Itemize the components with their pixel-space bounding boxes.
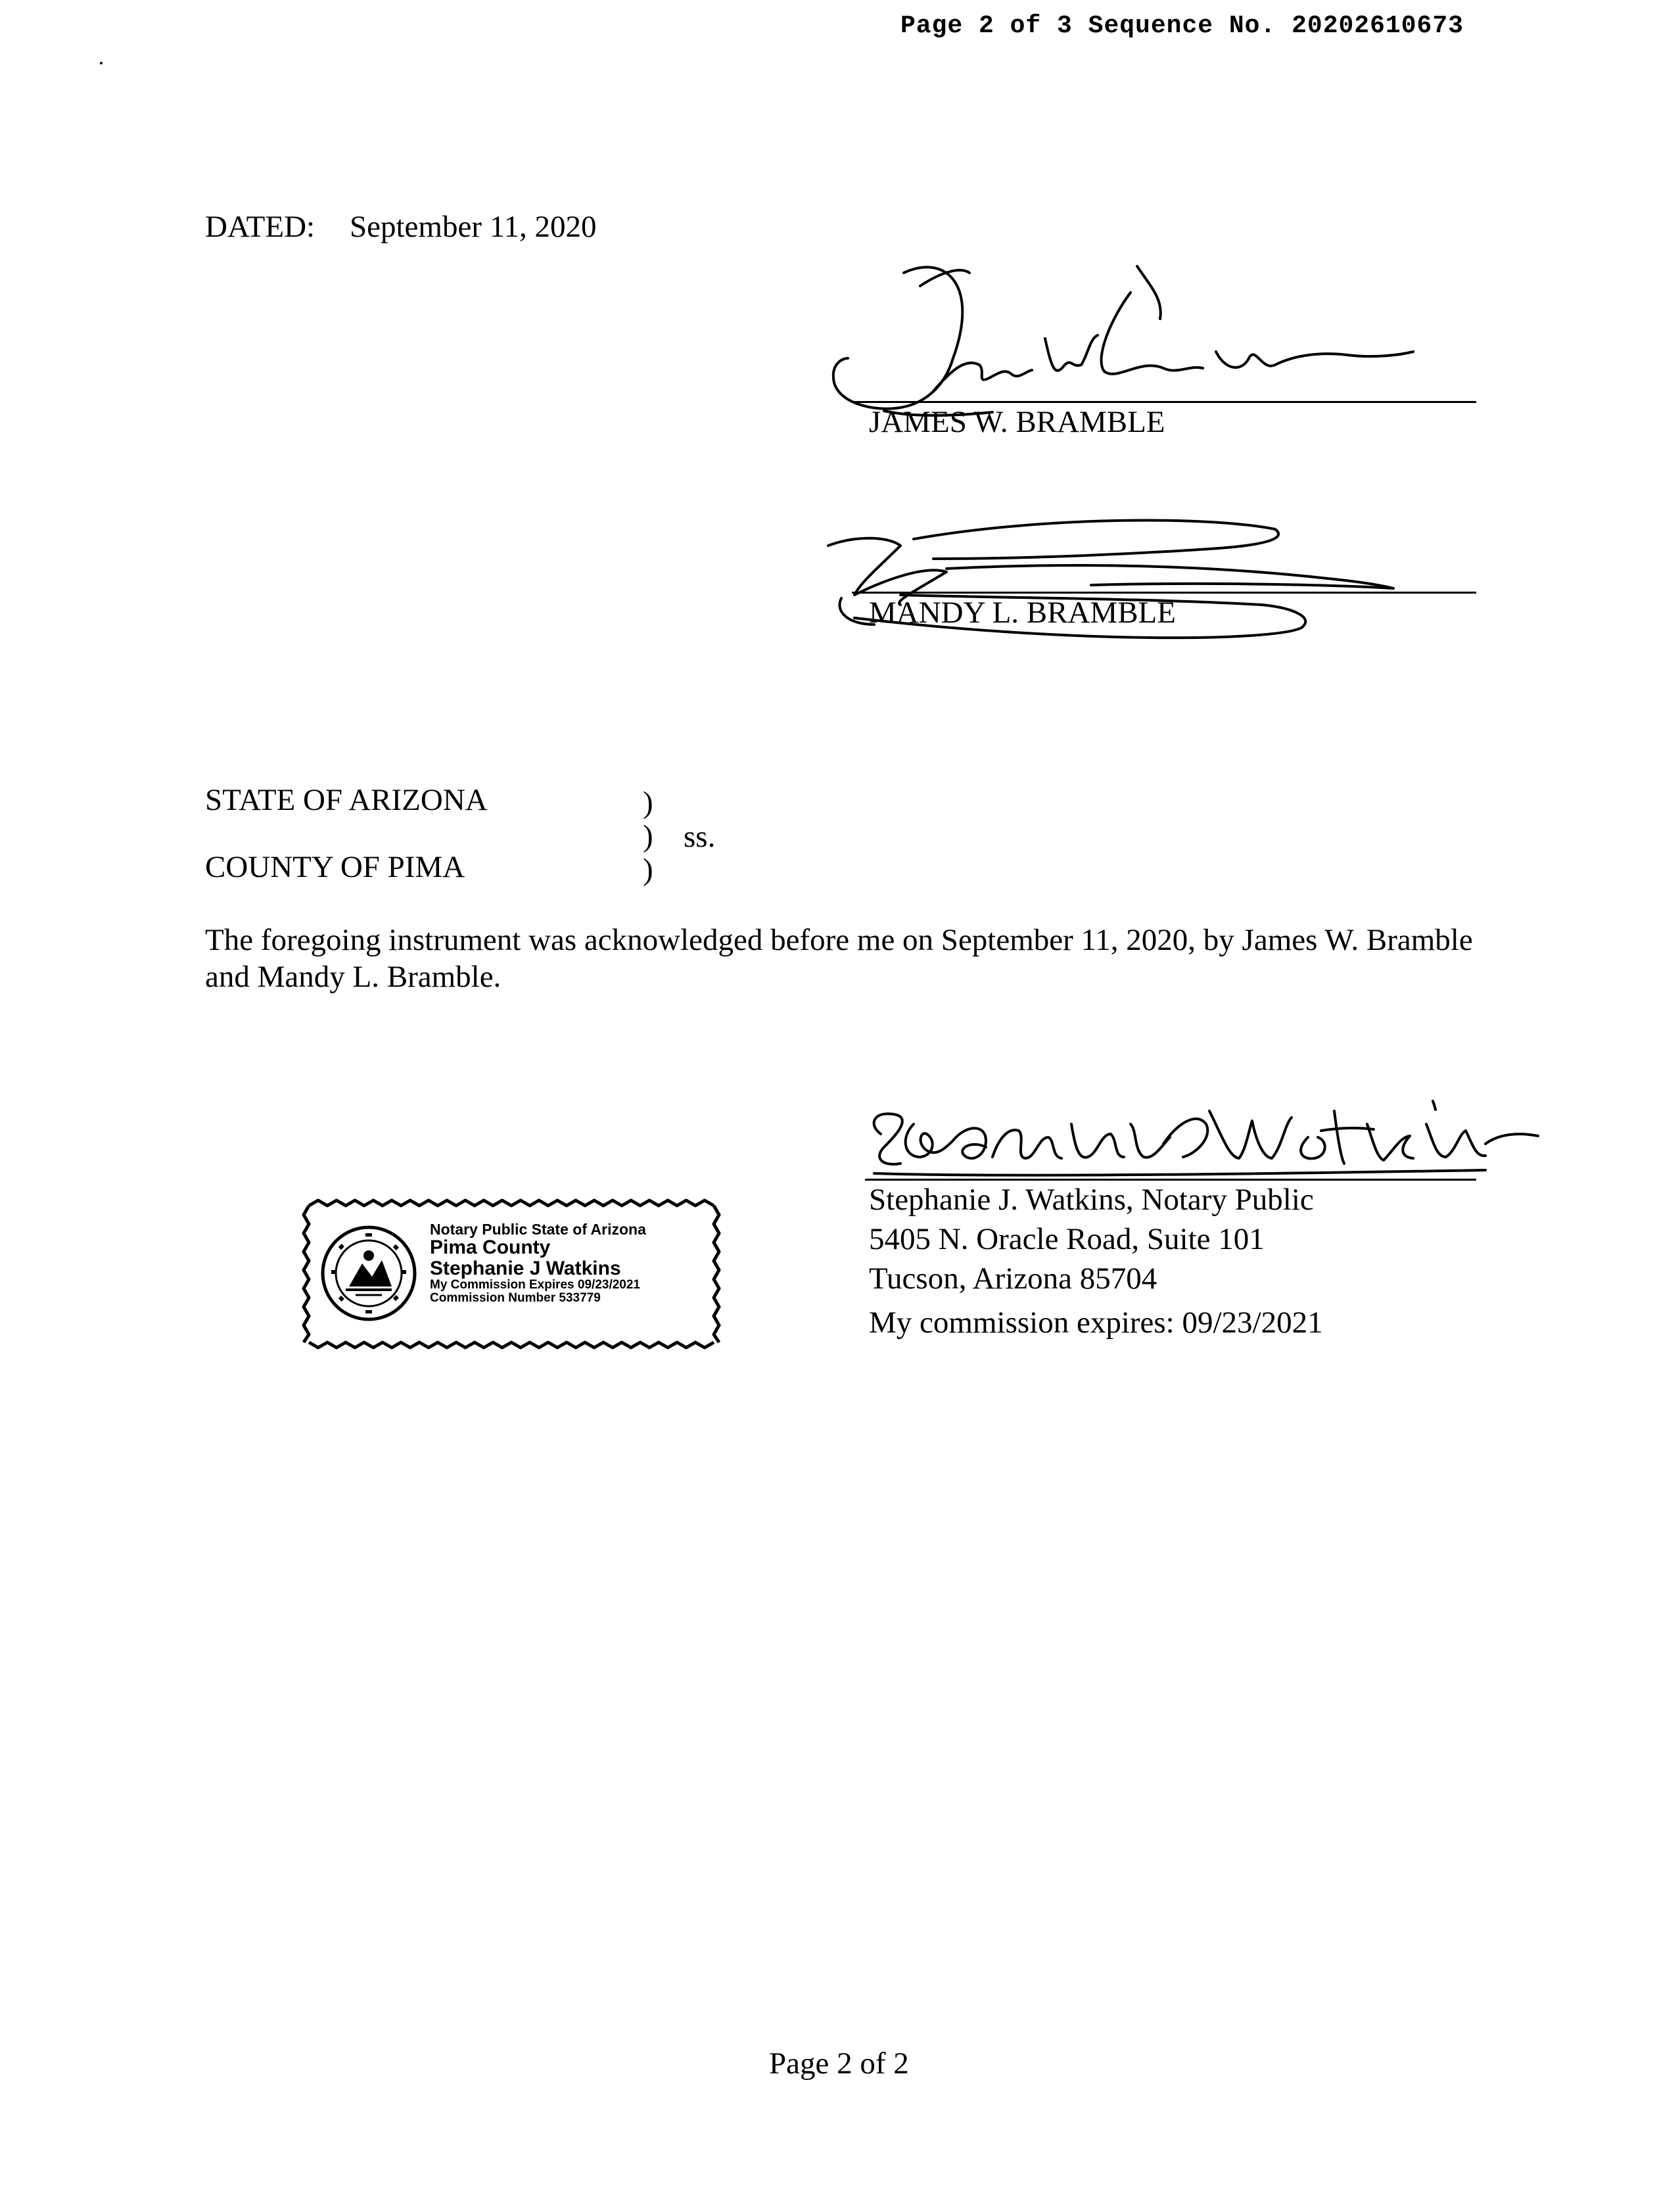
venue-paren-2: ) [643, 819, 653, 853]
signature-line-james [852, 401, 1476, 403]
signature-line-notary [865, 1179, 1476, 1181]
notary-address-1: 5405 N. Oracle Road, Suite 101 [869, 1222, 1265, 1256]
mandy-signature-scribble [815, 519, 1420, 651]
stamp-line-1: Notary Public State of Arizona [430, 1221, 646, 1238]
stamp-line-4: My Commission Expires 09/23/2021 [430, 1278, 640, 1292]
dated-value: September 11, 2020 [350, 210, 597, 244]
signer-name-mandy: MANDY L. BRAMBLE [869, 596, 1176, 630]
page-header-sequence: Page 2 of 3 Sequence No. 20202610673 [900, 12, 1464, 40]
scan-speck [100, 62, 103, 64]
stamp-line-5: Commission Number 533779 [430, 1291, 601, 1306]
venue-paren-3: ) [643, 853, 653, 887]
signature-line-mandy [852, 592, 1476, 594]
notary-stamp [301, 1196, 723, 1352]
venue-county: COUNTY OF PIMA [205, 850, 465, 884]
venue-state: STATE OF ARIZONA [205, 783, 488, 817]
notary-name-line: Stephanie J. Watkins, Notary Public [869, 1183, 1314, 1217]
venue-ss: ss. [684, 820, 716, 854]
venue-paren-1: ) [643, 786, 653, 820]
page-footer: Page 2 of 2 [769, 2046, 909, 2081]
stamp-line-3: Stephanie J Watkins [430, 1257, 621, 1279]
notary-stamp-text [430, 1221, 646, 1305]
dated-label: DATED: [205, 210, 315, 244]
stamp-line-2: Pima County [430, 1237, 551, 1259]
state-seal-icon [319, 1224, 418, 1323]
signer-name-james: JAMES W. BRAMBLE [869, 405, 1165, 439]
acknowledgment-paragraph: The foregoing instrument was acknowledged before me on September 11, 2020, by James W. Bramble and Mandy L. Bramble. [205, 923, 1473, 995]
notary-commission-expiry: My commission expires: 09/23/2021 [869, 1306, 1323, 1340]
notary-address-2: Tucson, Arizona 85704 [869, 1262, 1157, 1296]
